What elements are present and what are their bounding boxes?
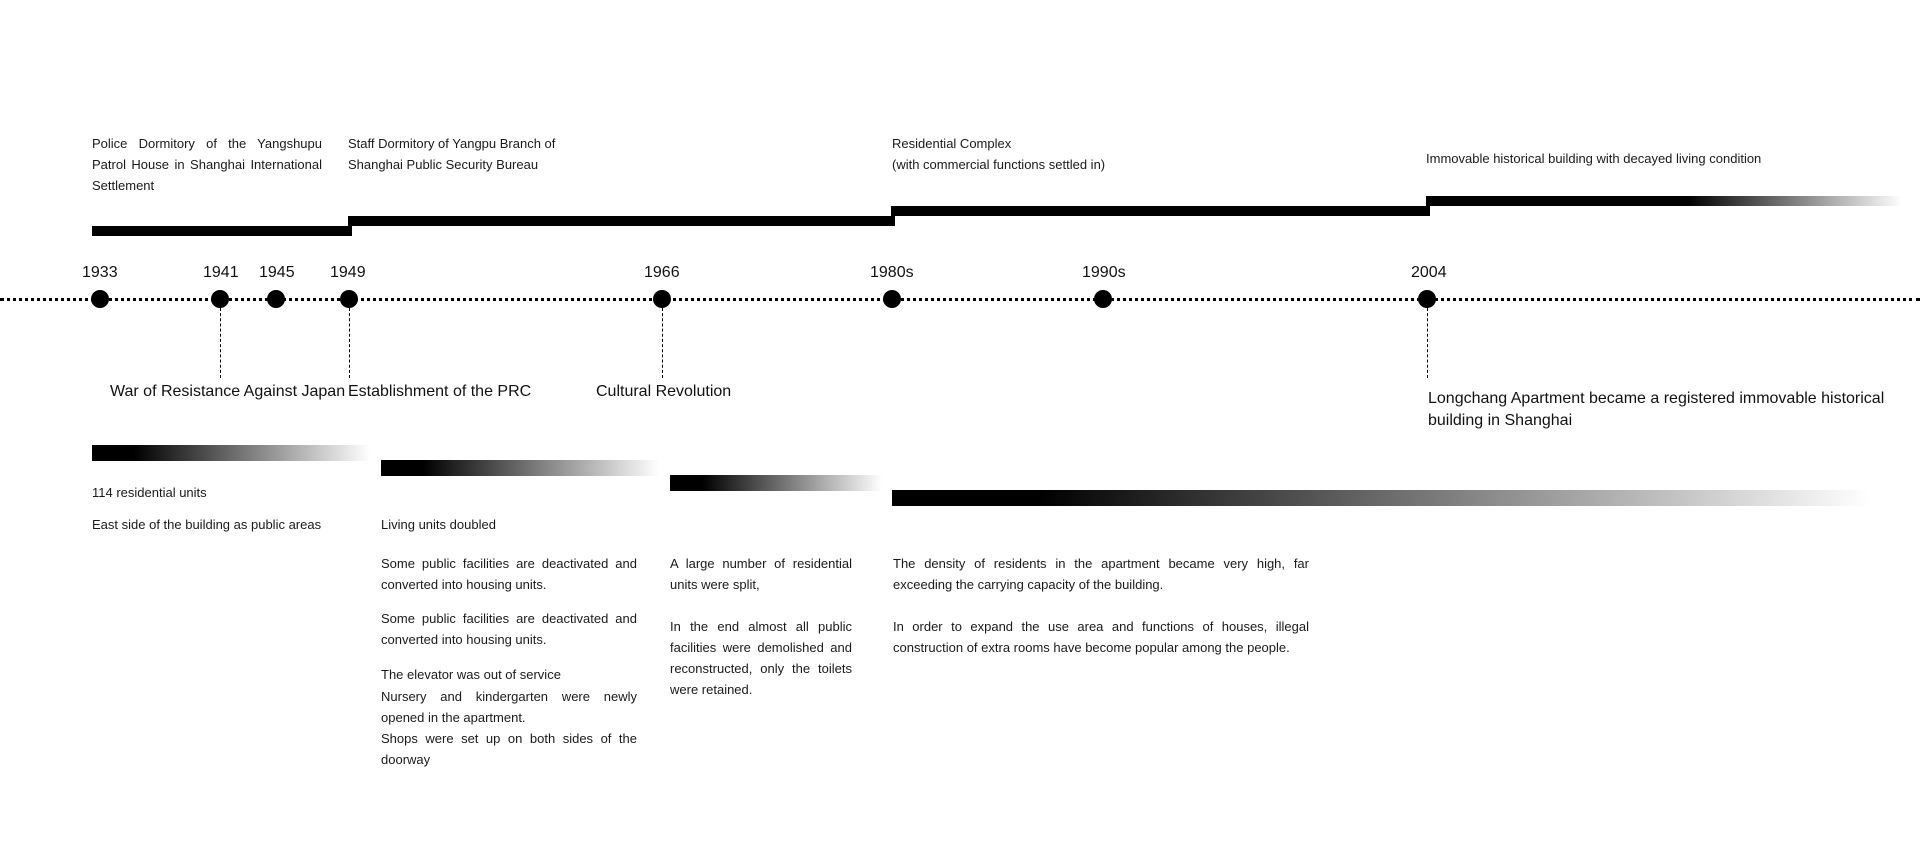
timeline-dot-2004 <box>1418 290 1436 308</box>
change-bar-1980s <box>892 490 1870 506</box>
timeline-dot-1933 <box>91 290 109 308</box>
change-note: Nursery and kindergarten were newly opened in the apartment. <box>381 689 637 725</box>
event-label-cultural-revolution: Cultural Revolution <box>596 383 732 400</box>
year-label-1949: 1949 <box>330 264 366 281</box>
event-label-registered-historical-building: Longchang Apartment became a registered immovable historical building in Shanghai <box>1428 390 1885 429</box>
event-connector-1966 <box>662 308 663 378</box>
phase-bar-staff-dormitory <box>348 216 893 226</box>
event-connector-1949 <box>349 308 350 378</box>
timeline-dot-1966 <box>653 290 671 308</box>
phase-label-police-dormitory: Police Dormitory of the Yangshupu Patrol House in Shanghai International Settlement <box>92 136 322 193</box>
phase-label-residential-complex-note: (with commercial functions settled in) <box>892 157 1106 172</box>
change-bar-1949 <box>381 460 659 476</box>
phase-label-residential-complex-title: Residential Complex <box>892 136 1012 151</box>
event-connector-2004 <box>1427 308 1428 378</box>
change-bar-1933 <box>92 445 370 461</box>
year-label-1933: 1933 <box>82 264 118 281</box>
change-note: Living units doubled <box>381 517 496 532</box>
year-label-1990s: 1990s <box>1082 264 1126 281</box>
change-note: Some public facilities are deactivated and converted into housing units. <box>381 556 637 592</box>
phase-bar-residential-complex <box>891 206 1428 216</box>
timeline-axis <box>0 298 1920 301</box>
change-note: The density of residents in the apartment became very high, far exceeding the carrying capacity of the building. <box>893 556 1309 592</box>
change-note: In order to expand the use area and functions of houses, illegal construction of extra rooms have become popular among the people. <box>893 619 1309 655</box>
phase-label-staff-dormitory: Staff Dormitory of Yangpu Branch of Shanghai Public Security Bureau <box>348 136 556 172</box>
year-label-1945: 1945 <box>259 264 295 281</box>
timeline-dot-1980s <box>883 290 901 308</box>
event-label-establishment-prc: Establishment of the PRC <box>348 383 532 400</box>
timeline-dot-1941 <box>211 290 229 308</box>
change-note: In the end almost all public facilities were demolished and reconstructed, only the toilets were retained. <box>670 619 852 697</box>
year-label-1980s: 1980s <box>870 264 914 281</box>
change-note: East side of the building as public areas <box>92 517 322 532</box>
year-label-1966: 1966 <box>644 264 680 281</box>
change-bar-1966 <box>670 475 882 491</box>
phase-bar-immovable-historical <box>1426 196 1902 206</box>
change-note: A large number of residential units were split, <box>670 556 852 592</box>
change-note: Shops were set up on both sides of the doorway <box>381 731 637 767</box>
timeline-dot-1990s <box>1094 290 1112 308</box>
change-note: 114 residential units <box>92 485 207 500</box>
year-label-1941: 1941 <box>203 264 239 281</box>
event-connector-1941 <box>220 308 221 378</box>
phase-bar-police-dormitory <box>92 226 350 236</box>
timeline-dot-1945 <box>267 290 285 308</box>
change-note: Some public facilities are deactivated and converted into housing units. <box>381 611 637 647</box>
year-label-2004: 2004 <box>1411 264 1447 281</box>
event-label-war-of-resistance: War of Resistance Against Japan <box>110 383 346 400</box>
phase-label-immovable-historical: Immovable historical building with decayed living condition <box>1426 151 1762 166</box>
change-note: The elevator was out of service <box>381 667 561 682</box>
timeline-dot-1949 <box>340 290 358 308</box>
phase-label-residential-complex <box>892 133 1192 175</box>
